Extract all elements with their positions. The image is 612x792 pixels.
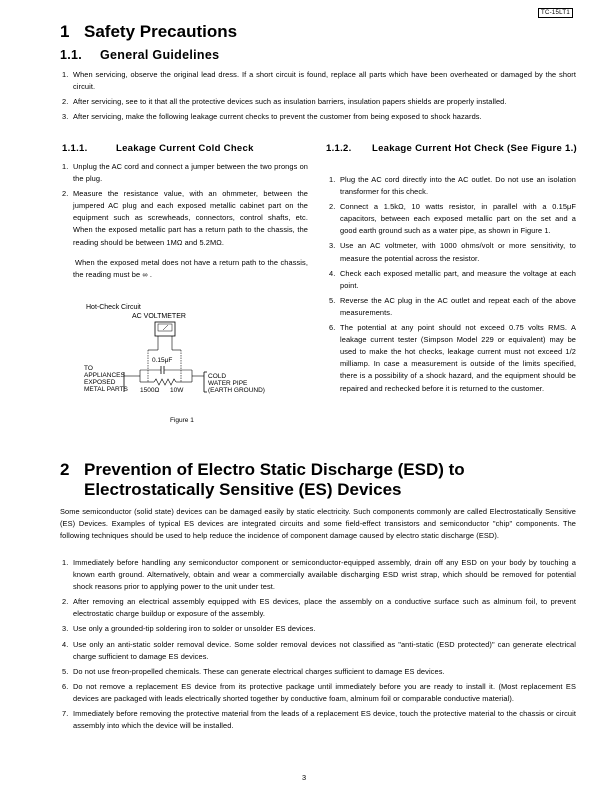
appliance-label-3: EXPOSED bbox=[84, 379, 116, 386]
ground-label-1: COLD bbox=[208, 373, 227, 380]
list-item bbox=[329, 322, 576, 395]
list-item bbox=[329, 240, 576, 264]
section-1-title: Safety Precautions bbox=[84, 22, 238, 41]
cold-check-heading bbox=[62, 143, 312, 155]
list-item-text: Plug the AC cord directly into the AC outlet. Do not use an isolation transformer for this check. bbox=[340, 175, 576, 197]
cold-check-note: When the exposed metal does not have a return path to the chassis, the reading must be ∞ . bbox=[73, 258, 308, 280]
list-item-number: 1. bbox=[329, 175, 336, 184]
list-item bbox=[62, 557, 576, 593]
section-2-number: 2 bbox=[60, 460, 70, 479]
list-item bbox=[62, 596, 576, 620]
appliance-label-4: METAL PARTS bbox=[84, 386, 128, 393]
list-item-text: Measure the resistance value, with an ohmmeter, between the jumpered AC plug and each exposed metallic cabinet part on the equipment such as screwheads, connectors, control shafts, etc. When the exposed metallic part has a return path to the chassis, the reading should be between 1MΩ and 5.2MΩ. bbox=[73, 189, 308, 247]
voltmeter-label: AC VOLTMETER bbox=[132, 313, 186, 320]
esd-intro-paragraph: Some semiconductor (solid state) devices can be damaged easily by static electricity. Such components commonly are called Electrostatically Sensitive (ES) Devices. Examples of typical ES devices are integrated circuits and some field-effect transistors and semiconductor "chip" components. The following techniques should be used to help reduce the incidence of component damage caused by electro static discharge (ESD). bbox=[60, 507, 576, 541]
list-item-number: 6. bbox=[329, 323, 336, 333]
list-item-number: 1. bbox=[62, 558, 69, 567]
list-item-number: 3. bbox=[62, 624, 69, 634]
list-item bbox=[62, 708, 576, 732]
resistor-icon bbox=[154, 379, 176, 385]
list-item-number: 2. bbox=[62, 189, 69, 199]
list-item-text: Use only a grounded-tip soldering iron to solder or unsolder ES devices. bbox=[73, 624, 316, 634]
hot-check-circuit-diagram bbox=[84, 300, 304, 410]
list-item bbox=[62, 681, 576, 705]
list-item bbox=[329, 268, 576, 292]
list-item-number: 4. bbox=[62, 639, 69, 649]
section-2-heading bbox=[60, 460, 580, 500]
ground-label-2: WATER PIPE bbox=[208, 380, 248, 387]
section-1-heading bbox=[60, 22, 237, 42]
cold-check-list bbox=[62, 161, 308, 249]
hot-check-title: Leakage Current Hot Check (See Figure 1.) bbox=[372, 143, 577, 154]
section-2-title-line-2: Electrostatically Sensitive (ES) Devices bbox=[84, 480, 402, 499]
circuit-schematic bbox=[84, 300, 304, 410]
list-item-number: 4. bbox=[329, 268, 336, 278]
list-item bbox=[62, 96, 576, 108]
list-item-text: Use only an anti-static solder removal device. Some solder removal devices not classified as "anti-static (ESD protected)" can generate electrical charge sufficient to damage ES devices. bbox=[73, 639, 576, 661]
subsection-1-1-title: General Guidelines bbox=[100, 48, 220, 62]
list-item bbox=[62, 111, 576, 123]
appliance-label-2: APPLIANCES bbox=[84, 372, 125, 379]
capacitor-label: 0.15μF bbox=[152, 357, 173, 364]
hot-check-heading bbox=[326, 143, 578, 155]
figure-caption: Figure 1 bbox=[170, 417, 194, 424]
resistor-label: 1500Ω bbox=[140, 387, 160, 394]
list-item bbox=[62, 161, 308, 185]
general-guidelines-list bbox=[62, 69, 576, 123]
list-item-text: After removing an electrical assembly equipped with ES devices, place the assembly on a conductive surface such as alminum foil, to prevent electrostatic charge buildup or exposure of the assembly. bbox=[73, 597, 576, 619]
model-number-badge: TC-15LT1 bbox=[538, 8, 573, 18]
list-item-number: 5. bbox=[62, 666, 69, 676]
list-item bbox=[62, 639, 576, 663]
list-item-number: 2. bbox=[62, 97, 69, 107]
hot-check-number: 1.1.2. bbox=[326, 143, 352, 154]
list-item-number: 5. bbox=[329, 295, 336, 305]
list-item-text: Immediately before handling any semiconductor component or semiconductor-equipped assembly, drain off any ESD on your body by touching a known earth ground. Alternatively, obtain and wear a commercially available discharging ESD wrist strap, which should be removed for potential shock reasons prior to applying power to the unit under test. bbox=[73, 558, 576, 592]
wattage-label: 10W bbox=[170, 387, 184, 394]
subsection-1-1-heading bbox=[60, 48, 219, 62]
list-item-text: The potential at any point should not exceed 0.75 volts RMS. A leakage current tester (Simpson Model 229 or equivalent) may be used to make the hot checks, leakage current must not exceed 1/2 milliamp. In case a measurement is outside of the limits specified, there is a possibility of a shock hazard, and the equipment should be repaired and rechecked before it is returned to the customer. bbox=[340, 323, 576, 393]
hot-check-list bbox=[329, 174, 576, 395]
list-item-number: 3. bbox=[62, 112, 69, 122]
list-item-number: 1. bbox=[62, 70, 69, 79]
list-item-number: 3. bbox=[329, 241, 336, 251]
list-item bbox=[329, 174, 576, 198]
list-item-text: When servicing, observe the original lead dress. If a short circuit is found, replace all parts which have been overheated or damaged by the short circuit. bbox=[73, 70, 576, 92]
cold-check-number: 1.1.1. bbox=[62, 143, 88, 154]
cold-check-title: Leakage Current Cold Check bbox=[116, 143, 254, 154]
list-item-text: Use an AC voltmeter, with 1000 ohms/volt or more sensitivity, to measure the potential across the resistor. bbox=[340, 241, 576, 263]
list-item-number: 7. bbox=[62, 709, 69, 719]
list-item-number: 1. bbox=[62, 162, 69, 171]
list-item-text: Reverse the AC plug in the AC outlet and repeat each of the above measurements. bbox=[340, 295, 576, 317]
list-item-text: Unplug the AC cord and connect a jumper between the two prongs on the plug. bbox=[73, 162, 308, 184]
list-item-number: 2. bbox=[62, 597, 69, 607]
list-item bbox=[329, 295, 576, 319]
list-item bbox=[62, 666, 576, 678]
ground-label-3: (EARTH GROUND) bbox=[208, 387, 265, 394]
subsection-1-1-number: 1.1. bbox=[60, 48, 83, 62]
list-item bbox=[62, 188, 308, 248]
list-item-text: After servicing, make the following leakage current checks to prevent the customer from being exposed to shock hazards. bbox=[73, 112, 482, 122]
list-item-text: Do not remove a replacement ES device from its protective package until immediately before you are ready to install it. (Most replacement ES devices are packaged with leads electrically shorted together by conductive foam, alminum foil or comparable conductive material). bbox=[73, 681, 576, 703]
list-item-text: Check each exposed metallic part, and measure the voltage at each point. bbox=[340, 268, 576, 290]
list-item bbox=[329, 201, 576, 237]
circuit-title: Hot-Check Circuit bbox=[86, 304, 141, 311]
list-item-number: 6. bbox=[62, 681, 69, 691]
esd-techniques-list bbox=[62, 557, 576, 732]
list-item-text: Immediately before removing the protective material from the leads of a replacement ES device, touch the protective material to the chassis or circuit assembly into which the device will be installed. bbox=[73, 709, 576, 731]
section-1-number: 1 bbox=[60, 22, 70, 41]
page-number: 3 bbox=[302, 773, 307, 782]
list-item bbox=[62, 623, 576, 635]
list-item-text: Do not use freon-propelled chemicals. These can generate electrical charges sufficient to damage ES devices. bbox=[73, 666, 445, 676]
appliance-label-1: TO bbox=[84, 365, 93, 372]
list-item-text: Connect a 1.5kΩ, 10 watts resistor, in parallel with a 0.15μF capacitors, between each exposed metallic part on the set and a good earth ground such as a water pipe, as shown in Figure 1. bbox=[340, 202, 576, 236]
section-2-title-line-1: Prevention of Electro Static Discharge (ESD) to bbox=[84, 460, 465, 479]
list-item bbox=[62, 69, 576, 93]
list-item-number: 2. bbox=[329, 202, 336, 212]
list-item-text: After servicing, see to it that all the protective devices such as insulation barriers, insulation papers shields are properly installed. bbox=[73, 97, 507, 107]
